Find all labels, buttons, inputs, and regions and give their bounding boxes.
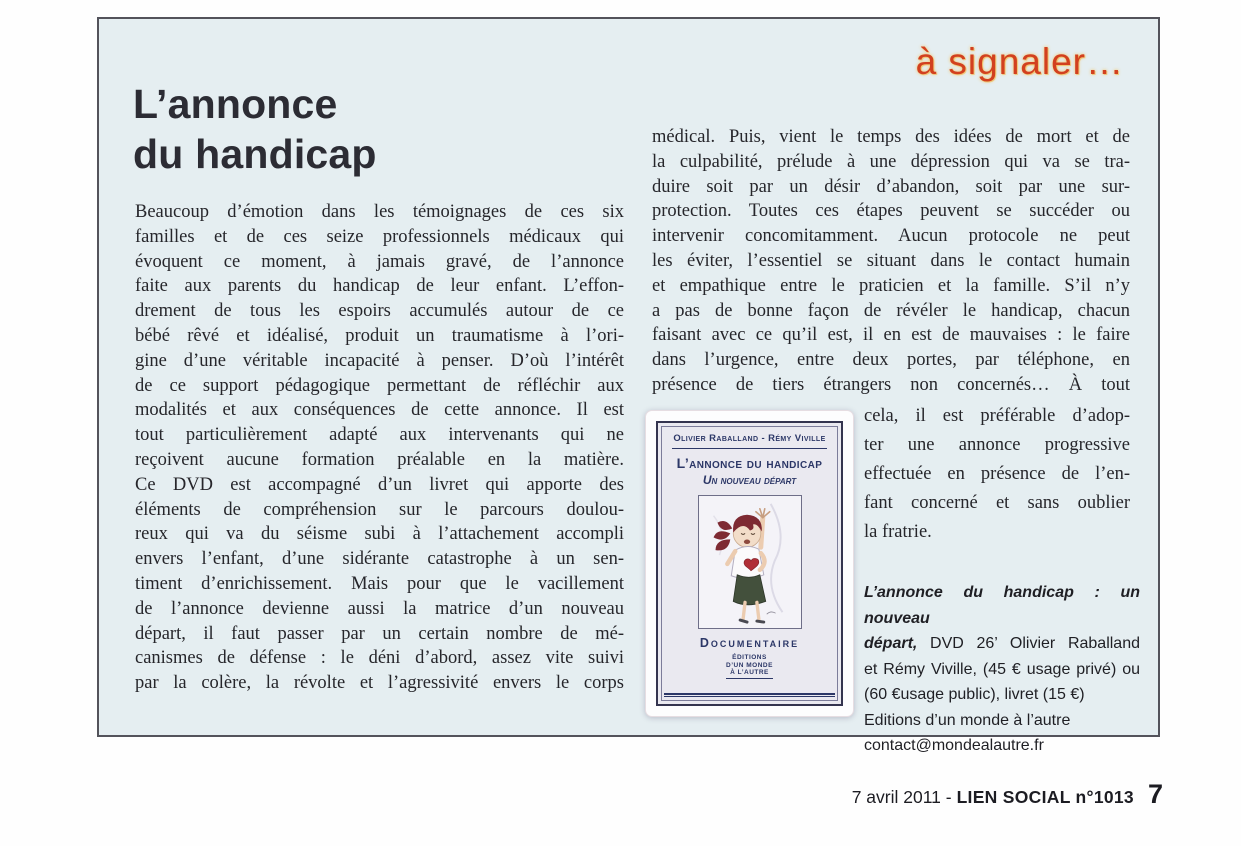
text-line: cela, il est préférable d’adop-	[864, 406, 1130, 426]
footer-journal-name: LIEN SOCIAL n°1013	[956, 787, 1134, 807]
title-line-2: du handicap	[133, 131, 377, 177]
cover-genre: Documentaire	[699, 636, 800, 650]
text-line: tout particulièrement adapté aux intervenants qui ne	[135, 425, 624, 446]
text-line: protection. Toutes ces étapes peuvent se succéder ou	[652, 201, 1130, 222]
footer-date: 7 avril 2011 -	[851, 787, 952, 807]
text-line: ÉDITIONS	[732, 654, 767, 661]
text-line: duire soit par un désir d’abandon, soit par une sur-	[652, 176, 1130, 197]
text-line: et Rémy Viville, (45 € usage privé) ou	[864, 660, 1140, 678]
girl-illustration	[698, 495, 802, 629]
text-line: reçoivent aucune formation préalable en la matière.	[135, 449, 624, 470]
text-line: a pas de bonne façon de révéler le handicap, chacun	[652, 300, 1130, 321]
text-line: les éviter, l’essentiel se situant dans le contact humain	[652, 250, 1130, 271]
page-number: 7	[1147, 779, 1163, 809]
dvd-cover-photo	[645, 410, 854, 717]
text-line: Ce DVD est accompagné d’un livret qui apporte des	[135, 474, 624, 495]
text-line: intervenir concomitamment. Aucun protocole ne peut	[652, 226, 1130, 247]
article-title	[133, 79, 377, 179]
text-line: familles et de ces seize professionnels médicaux qui	[135, 226, 624, 247]
dvd-cover	[656, 421, 843, 706]
text-line: faite aux parents du handicap de leur enfant. L’effon-	[135, 276, 624, 297]
cover-bottom-rules	[664, 693, 835, 697]
text-line: modalités et aux conséquences de cette annonce. Il est	[135, 400, 624, 421]
text-line: départ, DVD 26’ Olivier Raballand	[864, 635, 1140, 652]
text-line: présence de tiers étrangers non concernés… À tout	[652, 374, 1130, 395]
text-line: faisant avec ce qu’il est, il en est de mauvaises : le faire	[652, 325, 1130, 346]
text-line: Editions d’un monde à l’autre	[864, 711, 1071, 729]
text-line: et empathique entre le praticien et la famille. S’il n’y	[652, 275, 1130, 296]
text-line: fant concerné et sans oublier	[864, 493, 1130, 513]
wrapped-text-block	[864, 402, 1130, 547]
cover-divider	[672, 448, 827, 449]
text-line: la culpabilité, prélude à une dépression qui va se tra-	[652, 151, 1130, 172]
text-line: D’UN MONDE	[726, 661, 773, 669]
text-line: reux qui va du séisme subi à l’attachement accompli	[135, 524, 624, 545]
cover-title: L’annonce du handicap	[676, 455, 823, 471]
text-line: bébé rêvé et idéalisé, produit un traumatisme à l’ori-	[135, 325, 624, 346]
text-line: ter une annonce progressive	[864, 435, 1130, 455]
text-line: évoquent ce moment, à jamais gravé, de l’annonce	[135, 251, 624, 272]
cover-publisher-logo	[726, 654, 773, 679]
text-line: de ce support pédagogique permettant de réfléchir aux	[135, 375, 624, 396]
text-line: départ, il faut passer par un certain nombre de mé-	[135, 623, 624, 644]
text-line: éléments de compréhension sur le parcours doulou-	[135, 499, 624, 520]
text-line: par la colère, la révolte et l’agressivité envers le corps	[135, 673, 624, 694]
title-line-1: L’annonce	[133, 81, 338, 127]
text-line: À L’AUTRE	[730, 669, 769, 676]
cover-authors: Olivier Raballand - Rémy Viville	[673, 433, 826, 444]
text-line: timent d’enrichissement. Mais pour que le vacillement	[135, 573, 624, 594]
text-line: la fratrie.	[864, 522, 932, 542]
right-column-text	[652, 125, 1130, 398]
text-line: (60 €usage public), livret (15 €)	[864, 686, 1085, 703]
left-column-text	[135, 200, 624, 696]
section-label: à signaler…	[915, 41, 1124, 82]
text-line: de l’annonce devienne aussi la matrice d’un nouveau	[135, 598, 624, 619]
text-line: drement de tous les espoirs accumulés autour de ce	[135, 301, 624, 322]
text-line: médical. Puis, vient le temps des idées de mort et de	[652, 127, 1130, 147]
article-panel	[97, 17, 1160, 754]
text-line: contact@mondealautre.fr	[864, 737, 1044, 754]
text-line: gine d’une véritable incapacité à penser. D’où l’intérêt	[135, 350, 624, 371]
text-line: L’annonce du handicap : un nouveau	[864, 584, 1140, 627]
text-line: canismes de défense : le déni d’abord, assez vite suivi	[135, 648, 624, 669]
text-line: effectuée en présence de l’en-	[864, 464, 1130, 484]
page-footer	[852, 779, 1163, 810]
dvd-caption	[864, 580, 1140, 759]
cover-subtitle: Un nouveau départ	[702, 473, 797, 487]
text-line: Beaucoup d’émotion dans les témoignages de ces six	[135, 202, 624, 222]
text-line: dans l’urgence, entre deux portes, par téléphone, en	[652, 350, 1130, 371]
text-line: envers l’enfant, d’une sidérante catastrophe à un sen-	[135, 549, 624, 570]
